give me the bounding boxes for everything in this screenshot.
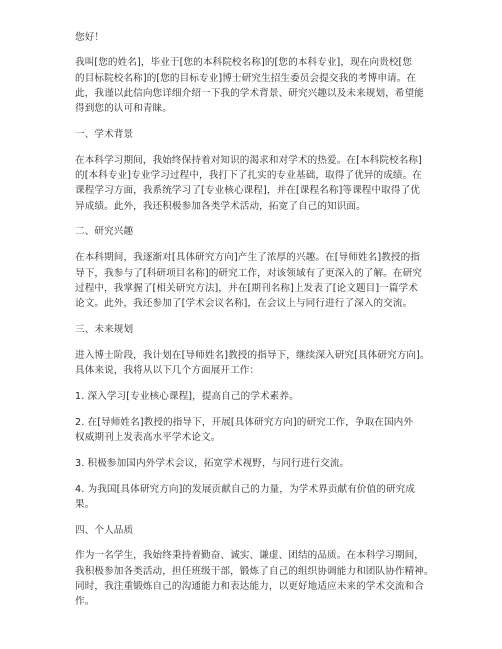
section-paragraph — [75, 548, 435, 609]
intro-line: 的目标院校名称]的[您的目标专业]博士研究生招生委员会提交我的考博申请。在 — [75, 72, 417, 84]
list-item-line: 1. 深入学习[专业核心课程]，提高自己的学术素养。 — [75, 390, 299, 402]
list-item-line: 果。 — [75, 498, 95, 510]
paragraph-line: 在本科学习期间，我始终保持着对知识的渴求和对学术的热爱。在[本科院校名称] — [75, 154, 422, 166]
section-heading-text: 三、未来规划 — [75, 323, 134, 335]
paragraph-line: 同时，我注重锻炼自己的沟通能力和表达能力，以更好地适应未来的学术交流和合 — [75, 581, 424, 593]
paragraph-line: 论文。此外，我还参加了[学术会议名称]，在会议上与同行进行了深入的交流。 — [75, 298, 413, 310]
intro-line: 此，我谨以此信向您详细介绍一下我的学术背景、研究兴趣以及未来规划，希望能 — [75, 87, 424, 99]
section-heading — [75, 322, 435, 337]
paragraph-line: 导下，我参与了[科研项目名称]的研究工作，对该领域有了更深入的了解。在研究 — [75, 267, 422, 279]
paragraph-line: 过程中，我掌握了[相关研究方法]，并在[期刊名称]上发表了[论文题目]一篇学术 — [75, 282, 418, 294]
section-heading — [75, 127, 435, 142]
list-item-line: 权威期刊上发表高水平学术论文。 — [75, 431, 221, 443]
section-heading — [75, 224, 435, 239]
intro-line: 我叫[您的姓名]，毕业于[您的本科院校名称]的[您的本科专业]，现在向贵校[您 — [75, 57, 413, 69]
intro-paragraph — [75, 55, 435, 116]
list-item — [75, 456, 435, 471]
paragraph-line: 我积极参加各类活动，担任班级干部，锻炼了自己的组织协调能力和团队协作精神。 — [75, 565, 434, 577]
section-paragraph — [75, 348, 435, 379]
paragraph-line: 作。 — [75, 596, 95, 608]
section-heading-text: 二、研究兴趣 — [75, 226, 134, 238]
list-item-line: 4. 为我国[具体研究方向]的发展贡献自己的力量，为学术界贡献有价值的研究成 — [75, 483, 416, 495]
paragraph-line: 课程学习方面，我系统学习了[专业核心课程]，并在[课程名称]等课程中取得了优 — [75, 185, 420, 197]
paragraph-line: 具体来说，我将从以下几个方面展开工作： — [75, 365, 260, 377]
paragraph-line: 在本科期间，我逐渐对[具体研究方向]产生了浓厚的兴趣。在[导师姓名]教授的指 — [75, 252, 420, 264]
greeting-text: 您好！ — [75, 32, 105, 43]
section-paragraph — [75, 153, 435, 214]
list-item — [75, 482, 435, 513]
list-item — [75, 415, 435, 446]
greeting — [75, 30, 435, 45]
list-item-line: 3. 积极参加国内外学术会议，拓宽学术视野，与同行进行交流。 — [75, 457, 350, 469]
section-heading-text: 一、学术背景 — [75, 128, 134, 140]
list-item — [75, 389, 435, 404]
paragraph-line: 进入博士阶段，我计划在[导师姓名]教授的指导下，继续深入研究[具体研究方向]。 — [75, 349, 430, 361]
list-item-line: 2. 在[导师姓名]教授的指导下，开展[具体研究方向]的研究工作，争取在国内外 — [75, 416, 414, 428]
intro-line: 得到您的认可和青睐。 — [75, 103, 172, 115]
paragraph-line: 异成绩。此外，我还积极参加各类学术活动，拓宽了自己的知识面。 — [75, 200, 366, 212]
section-paragraph — [75, 250, 435, 311]
section-heading — [75, 523, 435, 538]
paragraph-line: 的[本科专业]专业学习过程中，我打下了扎实的专业基础，取得了优异的成绩。在 — [75, 170, 422, 182]
section-heading-text: 四、个人品质 — [75, 524, 134, 536]
document-page — [75, 30, 435, 620]
paragraph-line: 作为一名学生，我始终秉持着勤奋、诚实、谦虚、团结的品质。在本科学习期间， — [75, 550, 424, 562]
